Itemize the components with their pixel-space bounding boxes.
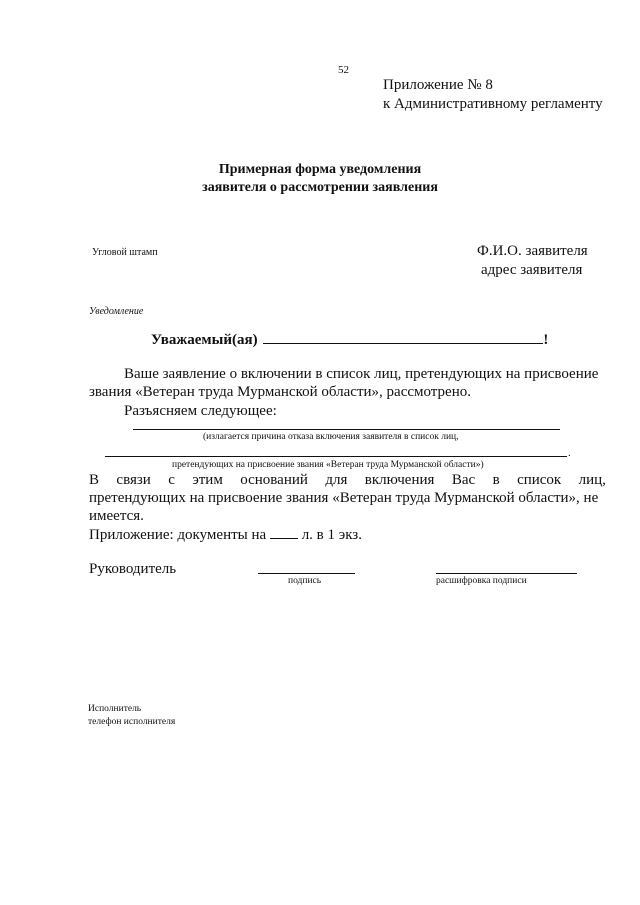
notice-label: Уведомление [89,306,144,317]
p3-word: лиц, [578,472,606,488]
greeting-text: Уважаемый(ая) [151,332,258,348]
reason-blank-line2 [105,456,567,457]
attachment-prefix: Приложение: документы на [89,527,267,543]
reason-blank-line1 [133,429,560,430]
executor-phone-label: телефон исполнителя [88,717,176,727]
reason-note-line2: претендующих на присвоение звания «Ветеран труда Мурманской области») [172,460,484,470]
p3-word: включения [364,472,435,488]
signature-decoding-line [436,573,577,574]
applicant-address: адрес заявителя [481,262,583,278]
addressee-name-blank [263,331,543,344]
sheet-count-blank [270,526,298,539]
reason-line-period: . [568,447,571,459]
document-title-line2: заявителя о рассмотрении заявления [202,180,438,195]
signature-line [258,573,355,574]
reason-note-line1: (излагается причина отказа включения заявителя в список лиц, [203,432,459,442]
page-number: 52 [338,64,349,76]
p3-word: в [492,472,500,488]
executor-label: Исполнитель [88,704,142,714]
paragraph3-line3: имеется. [89,508,144,524]
greeting-line [151,331,548,349]
p3-word: В [89,472,100,488]
p3-word: Вас [451,472,476,488]
appendix-header [383,76,603,114]
signatory-role: Руководитель [89,561,177,577]
p3-word: связи [116,472,151,488]
applicant-name: Ф.И.О. заявителя [477,243,588,259]
paragraph1-line2: звания «Ветеран труда Мурманской области», рассмотрено. [89,384,471,400]
p3-word: для [325,472,348,488]
appendix-line1: Приложение № 8 [383,77,493,93]
greeting-exclamation: ! [543,332,549,348]
executor-block [88,703,175,729]
p3-word: список [517,472,562,488]
p3-word: этим [192,472,223,488]
attachment-line [89,526,362,544]
applicant-block [477,242,588,280]
p3-word: оснований [240,472,308,488]
decoding-caption: расшифровка подписи [436,576,527,586]
paragraph2: Разъясняем следующее: [124,403,277,419]
signature-caption: подпись [288,576,322,586]
attachment-suffix: л. в 1 экз. [297,527,362,543]
paragraph3-line2: претендующих на присвоение звания «Ветеран труда Мурманской области», не [89,490,599,506]
appendix-line2: к Административному регламенту [383,96,603,112]
p3-word: с [168,472,175,488]
document-title-line1: Примерная форма уведомления [218,162,422,177]
corner-stamp-label: Угловой штамп [92,247,158,258]
paragraph1-line1: Ваше заявление о включении в список лиц, претендующих на присвоение [124,366,599,382]
paragraph3-line1 [89,472,606,489]
